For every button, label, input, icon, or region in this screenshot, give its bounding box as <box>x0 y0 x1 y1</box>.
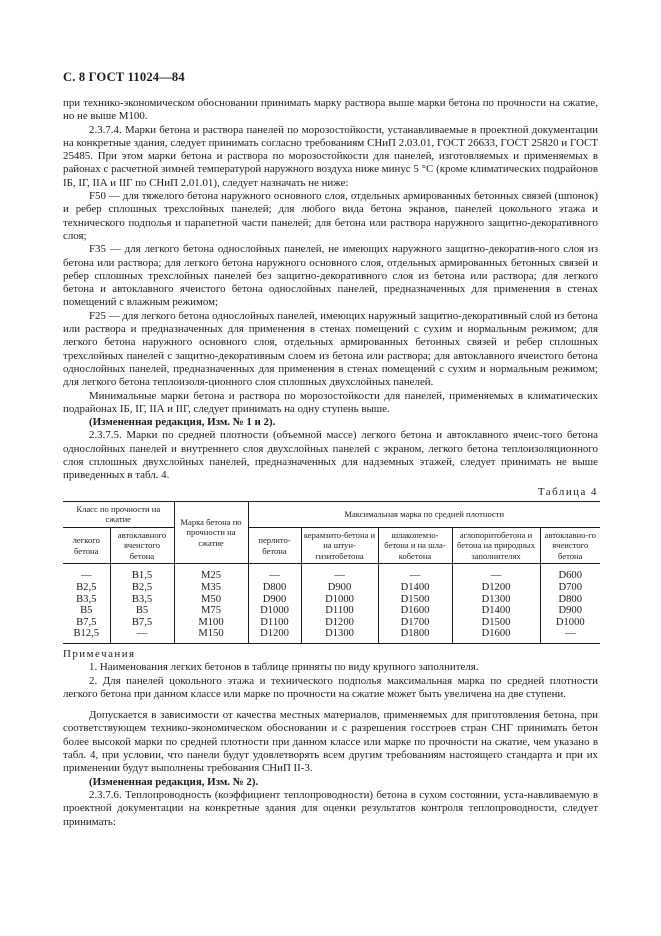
paragraph: (Измененная редакция, Изм. № 1 и 2). <box>89 416 276 429</box>
table-cell: D600 <box>540 564 600 582</box>
table-row <box>63 582 600 594</box>
table-cell: B3,5 <box>110 594 174 606</box>
table-cell: D1400 <box>452 605 540 617</box>
paragraph: Допускается в зависимости от качества местных материалов, применяемых для приготовления бетона, при соответствующем технико-экономическом обосновании и с разрешения госстроев стран СНГ принимать бетон более высокой марки по средней плотности при данном классе или марке по прочности на сжатие, чем указано в табл. 4, при условии, что панели будут удовлетворять всем другим требованиям настоящего стандарта и при их применении будут выполнены требования СНиП II-3. <box>63 709 598 775</box>
th-autoclave-concrete: автоклавного ячеистого бетона <box>110 527 174 564</box>
paragraph: 2.3.7.5. Марки по средней плотности (объемной массе) легкого бетона и автоклавного ячеис-того бетона однослойных панелей и внутреннего слоя двухслойных панелей с экраном, легкого бетона теплоизоляционного слоя сплошных двухслойных панелей, предназначенных для надземных этажей, следует принимать не выше приведенных в табл. 4. <box>63 429 598 482</box>
table-cell: — <box>301 564 378 582</box>
note-item: 1. Наименования легких бетонов в таблице приняты по виду крупного заполнителя. <box>89 661 479 674</box>
th-class-group: Класс по прочности на сжатие <box>63 501 174 527</box>
paragraph: при технико-экономическом обосновании принимать марку раствора выше марки бетона по прочности на сжатие, но не выше М100. <box>63 97 598 123</box>
table-cell: B3,5 <box>76 593 97 605</box>
table-cell: B2,5 <box>76 582 97 593</box>
th-max-group: Максимальная марка по средней плотности <box>248 501 600 527</box>
th-slag: шлакопемзо-бетона и на шла-кобетона <box>378 527 452 564</box>
table-cell: — <box>452 564 540 582</box>
paragraph: 2.3.7.4. Марки бетона и раствора панелей по морозостойкости, устанавливаемые в проектной документации на конкретные здания, следует принимать согласно требованиям СНиП 2.03.01, ГОСТ 26633, ГОСТ 25820 и ГОСТ 25485. При этом марки бетона и раствора по морозостойкости для панелей, изготовляемых и применяемых в районах с расчетной зимней температурой наружного воздуха ниже минус 5 °С (кроме климатических подрайонов IБ, IГ, IIА и IIГ по СНиП 2.01.01), следует назначать не ниже: <box>63 123 598 189</box>
paragraph: (Измененная редакция, Изм. № 2). <box>89 775 259 788</box>
table-cell: — <box>540 628 600 643</box>
table-cell: M50 <box>174 594 248 606</box>
table-cell: D1500 <box>378 594 452 606</box>
note-item: 2. Для панелей цокольного этажа и технического подполья максимальная марка по средней плотности легкого бетона при данном классе или марке по прочности на сжатие может быть увеличена на две ступени. <box>63 674 598 700</box>
notes-title: Примечания <box>63 647 136 660</box>
table-cell: D1800 <box>378 628 452 643</box>
table-caption: Таблица 4 <box>537 485 598 498</box>
table-row <box>63 605 600 617</box>
table-cell: — <box>110 628 174 643</box>
table-cell: D1600 <box>452 628 540 643</box>
table-cell: M35 <box>174 582 248 594</box>
th-agloporite: аглопоритобетона и бетона на природных заполнителях <box>452 527 540 564</box>
table-row <box>63 594 600 606</box>
notes-list <box>63 661 598 701</box>
table-cell: D1600 <box>378 605 452 617</box>
bottom-paragraphs <box>63 709 598 829</box>
table-cell: D1000 <box>301 594 378 606</box>
th-light-concrete: легкого бетона <box>63 527 110 564</box>
table-body <box>63 564 600 644</box>
table-cell: M25 <box>174 564 248 582</box>
table-cell: D700 <box>540 582 600 594</box>
table-cell: D1200 <box>452 582 540 594</box>
table-cell: D1100 <box>248 617 301 629</box>
table-cell: B2,5 <box>110 582 174 594</box>
paragraph: Минимальные марки бетона и раствора по морозостойкости для панелей, применяемых в климатических подрайонах IБ, IГ, IIА и IIГ, следует принимать на одну ступень выше. <box>63 389 598 415</box>
table-cell: B5 <box>80 605 93 617</box>
paragraph: F50 — для тяжелого бетона наружного основного слоя, отдельных армированных бетонных связей (шпонок) и ребер сплошных трехслойных панелей; для любого вида бетона экранов, панелей цокольного этажа и технического подполья и парапетной части панелей; для бетона или раствора наружного защитно-декоративного слоя; <box>63 190 598 242</box>
table-row <box>63 617 600 629</box>
document-body <box>63 97 598 829</box>
table-cell: M100 <box>174 617 248 629</box>
table-cell: D1500 <box>452 617 540 629</box>
table-cell: B7,5 <box>76 616 97 628</box>
table-cell: D1000 <box>248 605 301 617</box>
table-cell: D800 <box>248 582 301 594</box>
table-cell: D1700 <box>378 617 452 629</box>
table-cell: D1200 <box>301 617 378 629</box>
table-cell: D1100 <box>301 605 378 617</box>
paragraph: F35 — для легкого бетона однослойных панелей, не имеющих наружного защитно-декоратив-ного слоя из бетона или раствора; для легкого бетона наружного основного слоя, отдельных армированных бетонных связей и ребер сплошных трехслойных панелей без защитно-декоративного слоя из бетона или раствора; для легкого бетона и автоклавного ячеистого бетона однослойных панелей, предназначенных для применения в стенах помещений с влажным режимом; <box>63 243 598 309</box>
paragraph: 2.3.7.6. Теплопроводность (коэффициент теплопроводности) бетона в сухом состоянии, уста-навливаемую в проектной документации на конкретные здания для оценки результатов контроля теплопроводности, следует принимать: <box>63 788 598 828</box>
table-row <box>63 564 600 582</box>
page-header: С. 8 ГОСТ 11024—84 <box>63 70 185 84</box>
table-cell: B1,5 <box>110 564 174 582</box>
table-cell: — <box>80 570 92 582</box>
table-cell: D1300 <box>452 594 540 606</box>
table-cell: D1000 <box>540 617 600 629</box>
table-cell: M75 <box>174 605 248 617</box>
table-cell: D900 <box>248 594 301 606</box>
table-cell: — <box>248 564 301 582</box>
th-perlite: перлито-бетона <box>248 527 301 564</box>
top-paragraphs <box>63 97 598 483</box>
table-cell: D900 <box>540 605 600 617</box>
table-cell: D1200 <box>248 628 301 643</box>
table-cell: D1400 <box>378 582 452 594</box>
table-4 <box>63 501 600 644</box>
table-cell: D900 <box>301 582 378 594</box>
th-grade: Марка бетона по прочности на сжатие <box>174 501 248 564</box>
table-cell: D800 <box>540 594 600 606</box>
table-cell: B7,5 <box>110 617 174 629</box>
th-keramzit: керамзито-бетона и на штун-гизитобетона <box>301 527 378 564</box>
table-cell: B12,5 <box>73 628 100 640</box>
table-cell: — <box>378 564 452 582</box>
table-cell: B5 <box>110 605 174 617</box>
table-cell: D1300 <box>301 628 378 643</box>
paragraph: F25 — для легкого бетона однослойных панелей, имеющих наружный защитно-декоративный слой из бетона или раствора и предназначенных для применения в стенах помещений с сухим и нормальным режимом; для легкого бетона наружного основного слоя, отдельных армированных бетонных связей и ребер сплошных трехслойных панелей с защитно-декоративным слоем из бетона или раствора; для автоклавного ячеистого бетона однослойных панелей, предназначенных для применения в стенах помещений с сухим и нормальным режимом; для легкого бетона теплоизоля-ционного слоя сплошных двухслойных панелей. <box>63 309 598 389</box>
th-autoclave-cell: автоклавно-го ячеистого бетона <box>540 527 600 564</box>
table-cell: M150 <box>174 628 248 643</box>
table-row <box>63 628 600 643</box>
